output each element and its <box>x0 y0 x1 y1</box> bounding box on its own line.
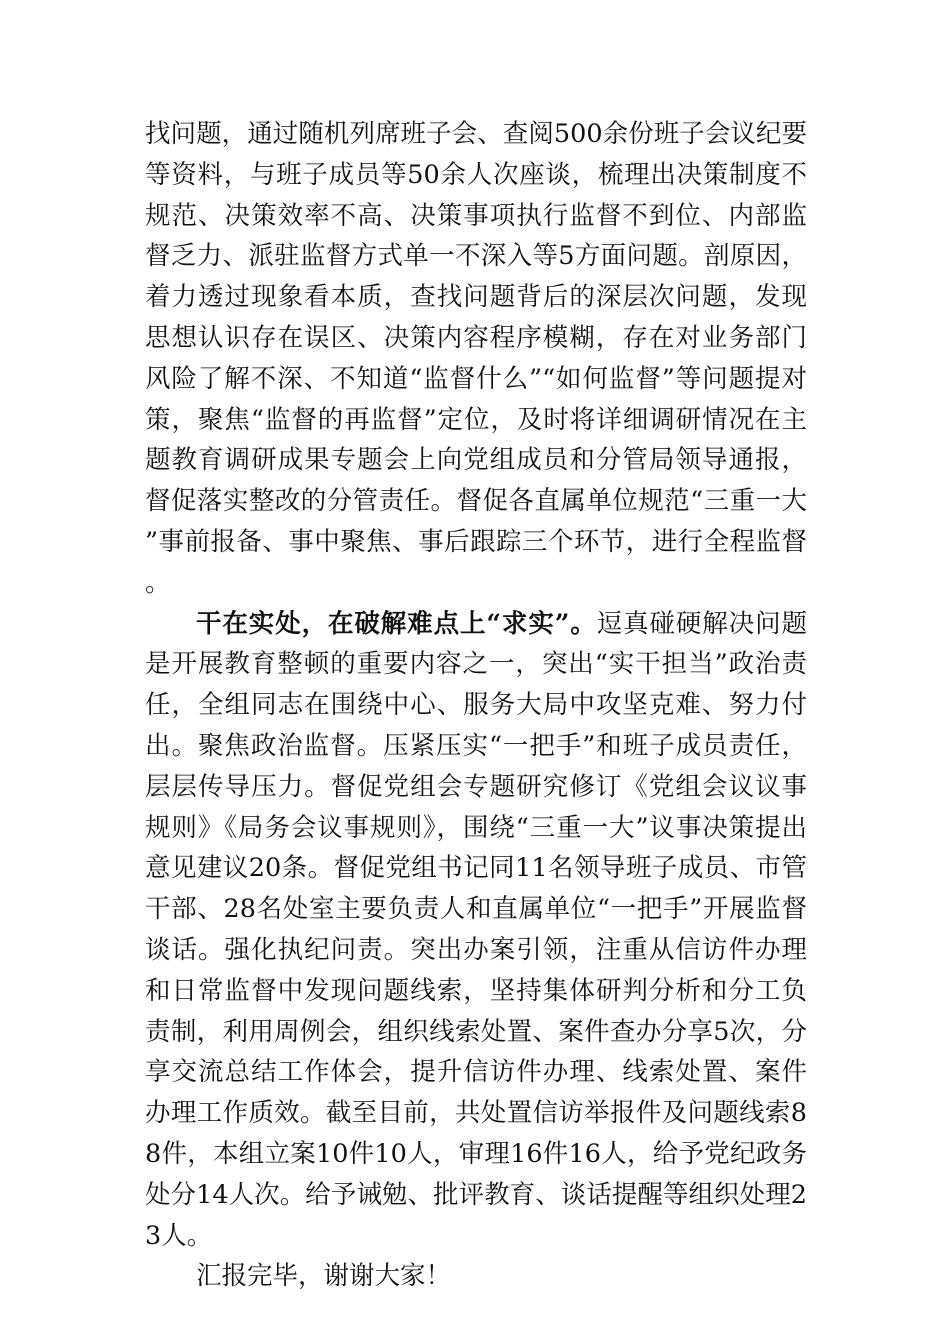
document-body <box>145 114 807 1297</box>
paragraph-practice <box>145 604 807 1257</box>
paragraph-closing <box>145 1256 807 1297</box>
paragraph-continued <box>145 114 807 604</box>
paragraph-text: 汇报完毕，谢谢大家！ <box>196 1261 452 1292</box>
paragraph-text: 找问题，通过随机列席班子会、查阅500余份班子会议纪要等资料，与班子成员等50余人次座谈，梳理出决策制度不规范、决策效率不高、决策事项执行监督不到位、内部监督乏力、派驻监督方式单一不深入等5方面问题。剖原因，着力透过现象看本质，查找问题背后的深层次问题，发现思想认识存在误区、决策内容程序模糊，存在对业务部门风险了解不深、不知道“监督什么”“如何监督”等问题提对策，聚焦“监督的再监督”定位，及时将详细调研情况在主题教育调研成果专题会上向党组成员和分管局领导通报，督促落实整改的分管责任。督促各直属单位规范“三重一大”事前报备、事中聚焦、事后跟踪三个环节，进行全程监督。 <box>145 119 807 598</box>
paragraph-lead-heading: 干在实处，在破解难点上“求实”。 <box>196 608 597 639</box>
paragraph-text: 逗真碰硬解决问题是开展教育整顿的重要内容之一，突出“实干担当”政治责任，全组同志在围绕中心、服务大局中攻坚克难、努力付出。聚焦政治监督。压紧压实“一把手”和班子成员责任，层层传导压力。督促党组会专题研究修订《党组会议议事规则》《局务会议事规则》，围绕“三重一大”议事决策提出意见建议20条。督促党组书记同11名领导班子成员、市管干部、28名处室主要负责人和直属单位“一把手”开展监督谈话。强化执纪问责。突出办案引领，注重从信访件办理和日常监督中发现问题线索，坚持集体研判分析和分工负责制，利用周例会，组织线索处置、案件查办分享5次，分享交流总结工作体会，提升信访件办理、线索处置、案件办理工作质效。截至目前，共处置信访举报件及问题线索88件，本组立案10件10人，审理16件16人，给予党纪政务处分14人次。给予诫勉、批评教育、谈话提醒等组织处理23人。 <box>145 608 807 1251</box>
